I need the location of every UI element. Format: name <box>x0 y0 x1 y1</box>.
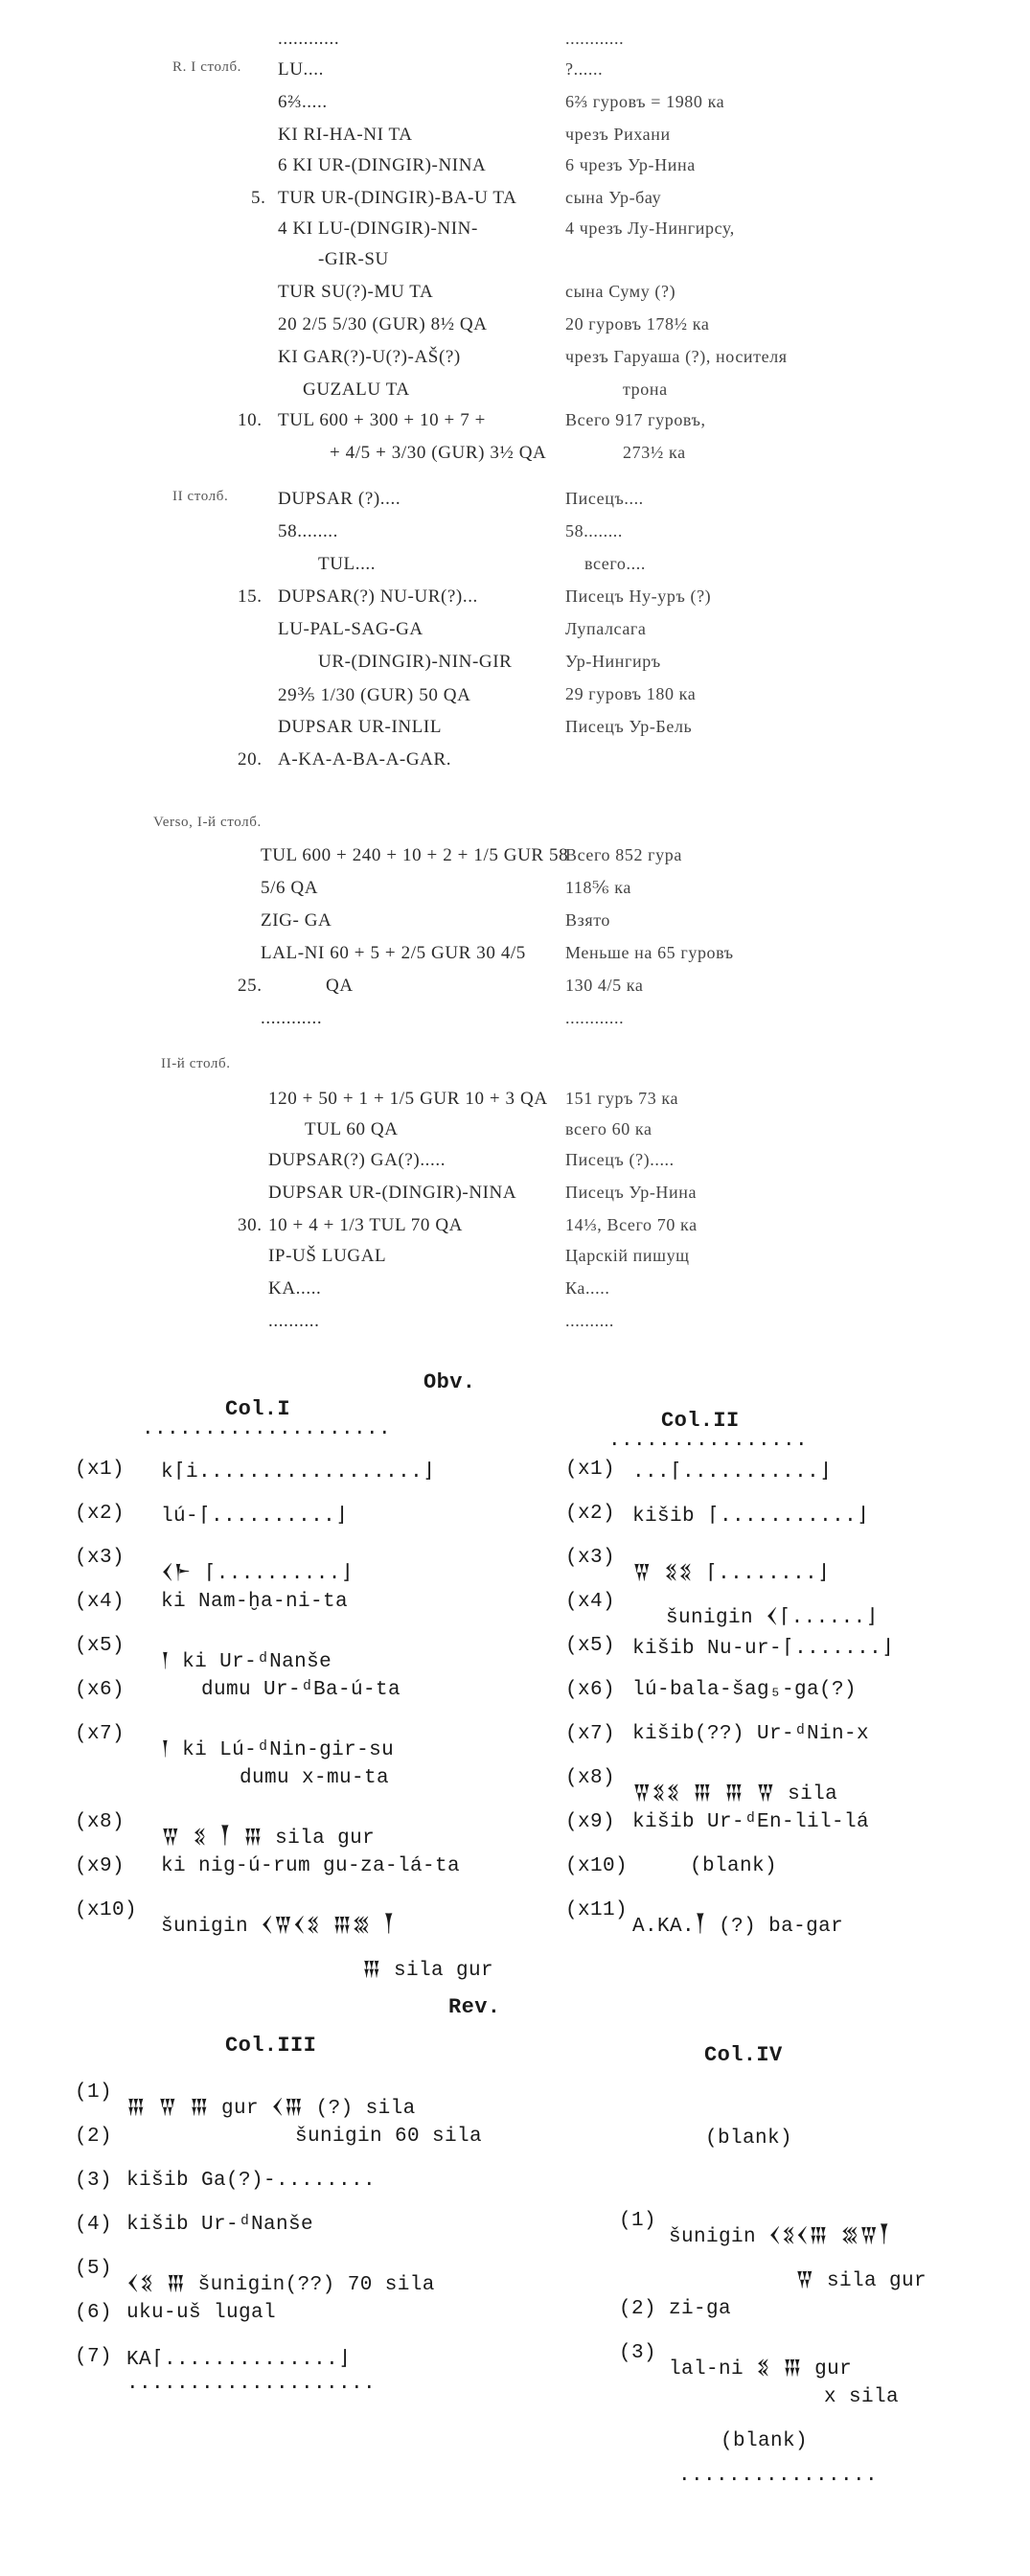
transliteration-line: 𒁹 ki Ur-ᵈNanše <box>161 1651 332 1673</box>
transliteration-line: šunigin 𒌋𒐊𒌋𒐏 𒐋𒐑 𒐕 <box>161 1916 395 1938</box>
sumerian-line: 6⅔..... <box>278 92 328 112</box>
sumerian-line: ZIG- GA <box>261 910 332 931</box>
russian-line: трона <box>623 380 668 399</box>
sumerian-line: GUZALU TA <box>303 380 410 400</box>
blank-marker: (blank) <box>721 2430 809 2452</box>
dotted-rule: .................... <box>142 1418 392 1440</box>
line-label: (3) <box>619 2342 657 2364</box>
transliteration-line: KA⌈..............⌋ <box>126 2349 352 2371</box>
sumerian-line: .......... <box>268 1311 320 1331</box>
russian-line: 130 4/5 ка <box>565 976 644 995</box>
russian-line: сына Ур-бау <box>565 188 662 207</box>
obverse-heading: Obv. <box>423 1370 476 1394</box>
transliteration-line: šunigin 60 sila <box>295 2126 483 2148</box>
line-label: (x9) <box>565 1811 616 1833</box>
line-label: (x8) <box>75 1811 126 1833</box>
sumerian-line: TUL 600 + 240 + 10 + 2 + 1/5 GUR 58 <box>261 845 569 865</box>
transliteration-line: dumu x-mu-ta <box>240 1767 390 1789</box>
russian-line: 4 чрезъ Лу-Нингирсу, <box>565 218 735 238</box>
line-label: (x4) <box>565 1591 616 1613</box>
sumerian-line: ............ <box>278 29 340 49</box>
transliteration-line: k⌈i..................⌋ <box>161 1461 436 1484</box>
line-label: (2) <box>619 2298 657 2320</box>
russian-line: 6⅔ гуровъ = 1980 ка <box>565 92 725 111</box>
transliteration-line: kišib Ur-ᵈEn-lil-lá <box>632 1811 870 1833</box>
transliteration-line: uku-uš lugal <box>126 2302 277 2324</box>
line-label: (x7) <box>75 1723 126 1745</box>
line-label: (x5) <box>75 1635 126 1657</box>
transliteration-line: 𒐊 sila gur <box>795 2270 927 2292</box>
column-title: Col.II <box>661 1409 740 1433</box>
sumerian-line: A-KA-A-BA-A-GAR. <box>278 749 452 770</box>
transliteration-line: ki nig-ú-rum gu-za-lá-ta <box>161 1855 461 1877</box>
russian-line: сына Суму (?) <box>565 282 676 301</box>
sumerian-line: 120 + 50 + 1 + 1/5 GUR 10 + 3 QA <box>268 1089 548 1109</box>
column-label: II-й столб. <box>161 1056 231 1071</box>
transliteration-line: zi-ga <box>669 2298 732 2320</box>
russian-line: Всего 917 гуровъ, <box>565 410 706 429</box>
russian-line: 151 гуръ 73 ка <box>565 1089 679 1108</box>
line-label: (4) <box>75 2214 113 2236</box>
russian-line: всего.... <box>584 554 646 573</box>
sumerian-line: KI GAR(?)-U(?)-AŠ(?) <box>278 347 461 367</box>
line-number: 15. <box>238 586 263 607</box>
transliteration-line: šunigin 𒌋⌈......⌋ <box>666 1607 879 1629</box>
transliteration-line: (blank) <box>690 1855 778 1877</box>
russian-line: 118⅚ ка <box>565 878 631 897</box>
sumerian-line: DUPSAR UR-INLIL <box>278 717 443 737</box>
transliteration-line: 𒌋𒈨 ⌈..........⌋ <box>161 1563 354 1585</box>
transliteration-line: 𒐊𒐏𒐏 𒐋 𒐋 𒐊 sila <box>632 1783 838 1806</box>
column-title: Col.I <box>225 1397 291 1421</box>
line-label: (x1) <box>75 1459 126 1481</box>
dotted-rule: .................... <box>126 2373 377 2395</box>
russian-line: 14⅓, Всего 70 ка <box>565 1215 698 1234</box>
russian-line: Писецъ Ур-Бель <box>565 717 693 736</box>
line-label: (x3) <box>565 1547 616 1569</box>
line-label: (x4) <box>75 1591 126 1613</box>
transliteration-line: kišib Ur-ᵈNanše <box>126 2214 314 2236</box>
sumerian-line: LAL-NI 60 + 5 + 2/5 GUR 30 4/5 <box>261 943 526 963</box>
line-label: (x5) <box>565 1635 616 1657</box>
russian-line: Писецъ.... <box>565 489 644 508</box>
transliteration-line: dumu Ur-ᵈBa-ú-ta <box>201 1679 401 1701</box>
russian-line: Царскій пишущ <box>565 1246 690 1265</box>
sumerian-line: DUPSAR(?) GA(?)..... <box>268 1150 446 1170</box>
sumerian-line: 4 KI LU-(DINGIR)-NIN- <box>278 218 478 239</box>
line-label: (x7) <box>565 1723 616 1745</box>
russian-line: ............ <box>565 29 625 48</box>
line-label: (x6) <box>565 1679 616 1701</box>
russian-line: 29 гуровъ 180 ка <box>565 684 697 703</box>
column-label: R. I столб. <box>172 59 242 75</box>
russian-line: Писецъ Ур-Нина <box>565 1183 698 1202</box>
sumerian-line: 29⅗ 1/30 (GUR) 50 QA <box>278 685 471 705</box>
russian-line: 273½ ка <box>623 443 686 462</box>
line-label: (x6) <box>75 1679 126 1701</box>
sumerian-line: KA..... <box>268 1278 322 1299</box>
transliteration-line: lal-ni 𒐏 𒐋 gur <box>669 2358 853 2380</box>
russian-line: ............ <box>565 1008 625 1027</box>
russian-line: ?...... <box>565 59 604 79</box>
transliteration-line: kišib(??) Ur-ᵈNin-x <box>632 1723 870 1745</box>
line-number: 5. <box>251 188 266 208</box>
transliteration-line: šunigin 𒌋𒐏𒌋𒐋 𒐑𒐊𒐕 <box>669 2226 890 2248</box>
dotted-rule: ................ <box>678 2465 879 2487</box>
line-label: (3) <box>75 2170 113 2192</box>
sumerian-line: TUL 60 QA <box>305 1119 399 1139</box>
russian-line: Лупалсага <box>565 619 647 638</box>
sumerian-line: ............ <box>261 1008 323 1028</box>
sumerian-line: DUPSAR (?).... <box>278 489 401 509</box>
russian-line: Взято <box>565 910 611 930</box>
sumerian-line: -GIR-SU <box>318 249 389 269</box>
russian-line: .......... <box>565 1311 614 1330</box>
sumerian-line: 58........ <box>278 521 338 541</box>
line-label: (x3) <box>75 1547 126 1569</box>
column-title: Col.III <box>225 2034 317 2058</box>
line-label: (x10) <box>565 1855 629 1877</box>
sumerian-line: TUR UR-(DINGIR)-BA-U TA <box>278 188 517 208</box>
russian-line: всего 60 ка <box>565 1119 652 1138</box>
blank-marker: (blank) <box>705 2128 793 2150</box>
line-label: (6) <box>75 2302 113 2324</box>
russian-line: Меньше на 65 гуровъ <box>565 943 734 962</box>
sumerian-line: 6 KI UR-(DINGIR)-NINA <box>278 155 487 175</box>
line-label: (x8) <box>565 1767 616 1789</box>
line-label: (5) <box>75 2258 113 2280</box>
sumerian-line: DUPSAR(?) NU-UR(?)... <box>278 586 478 607</box>
transliteration-line: kišib ⌈...........⌋ <box>632 1506 870 1528</box>
sumerian-line: TUL.... <box>318 554 377 574</box>
sumerian-line: DUPSAR UR-(DINGIR)-NINA <box>268 1183 517 1203</box>
reverse-heading: Rev. <box>448 1995 501 2019</box>
transliteration-line: lú-bala-šag₅-ga(?) <box>632 1679 858 1701</box>
russian-line: Писецъ Ну-уръ (?) <box>565 586 712 606</box>
transliteration-line: 𒐋 𒐊 𒐋 gur 𒌋𒐋 (?) sila <box>126 2098 416 2120</box>
column-label: II столб. <box>172 489 229 504</box>
transliteration-line: lú-⌈..........⌋ <box>161 1506 349 1528</box>
line-label: (7) <box>75 2346 113 2368</box>
line-number: 25. <box>238 976 263 996</box>
column-title: Col.IV <box>704 2043 783 2067</box>
transliteration-line: ki Nam-ḫa-ni-ta <box>161 1591 349 1613</box>
line-label: (x1) <box>565 1459 616 1481</box>
line-label: (x2) <box>565 1503 616 1525</box>
russian-line: Всего 852 гура <box>565 845 682 864</box>
sumerian-line: IP-UŠ LUGAL <box>268 1246 387 1266</box>
transliteration-line: kišib Nu-ur-⌈.......⌋ <box>632 1638 895 1660</box>
line-label: (x2) <box>75 1503 126 1525</box>
sumerian-line: + 4/5 + 3/30 (GUR) 3½ QA <box>330 443 547 463</box>
sumerian-line: 5/6 QA <box>261 878 319 898</box>
transliteration-line: 𒌋𒐏 𒐋 šunigin(??) 70 sila <box>126 2274 435 2296</box>
sumerian-line: TUL 600 + 300 + 10 + 7 + <box>278 410 486 430</box>
transliteration-line: x sila <box>824 2386 900 2408</box>
line-label: (2) <box>75 2126 113 2148</box>
sumerian-line: 20 2/5 5/30 (GUR) 8½ QA <box>278 314 488 334</box>
line-label: (x9) <box>75 1855 126 1877</box>
russian-line: 58........ <box>565 521 623 540</box>
russian-line: чрезъ Рихани <box>565 125 671 144</box>
line-number: 30. <box>238 1215 263 1235</box>
russian-line: чрезъ Гаруаша (?), носителя <box>565 347 788 366</box>
transliteration-line: 𒐊 𒐏𒐏 ⌈........⌋ <box>632 1563 831 1585</box>
sumerian-line: KI RI-HA-NI TA <box>278 125 413 145</box>
transliteration-line: 𒁹 ki Lú-ᵈNin-gir-su <box>161 1739 395 1761</box>
russian-line: 20 гуровъ 178½ ка <box>565 314 710 334</box>
russian-line: Ка..... <box>565 1278 610 1298</box>
russian-line: Ур-Нингиръ <box>565 652 661 671</box>
sumerian-line: LU-PAL-SAG-GA <box>278 619 423 639</box>
line-label: (x10) <box>75 1899 138 1921</box>
line-label: (1) <box>75 2082 113 2104</box>
line-number: 10. <box>238 410 263 430</box>
sumerian-line: LU.... <box>278 59 324 80</box>
sumerian-line: TUR SU(?)-MU TA <box>278 282 434 302</box>
dotted-rule: ................ <box>608 1430 809 1452</box>
transliteration-line: 𒐊 𒐏 𒐕 𒐋 sila gur <box>161 1828 376 1850</box>
transliteration-line: ...⌈...........⌋ <box>632 1461 833 1484</box>
transliteration-line: kišib Ga(?)-........ <box>126 2170 377 2192</box>
line-label: (x11) <box>565 1899 629 1921</box>
column-label: Verso, I-й столб. <box>153 815 262 830</box>
transliteration-line: 𒐋 sila gur <box>362 1960 494 1982</box>
russian-line: Писецъ (?)..... <box>565 1150 675 1169</box>
transliteration-line: A.KA.𒐕 (?) ba-gar <box>632 1916 844 1938</box>
sumerian-line: QA <box>326 976 354 996</box>
sumerian-line: 10 + 4 + 1/3 TUL 70 QA <box>268 1215 463 1235</box>
line-label: (1) <box>619 2210 657 2232</box>
sumerian-line: UR-(DINGIR)-NIN-GIR <box>318 652 513 672</box>
russian-line: 6 чрезъ Ур-Нина <box>565 155 696 174</box>
line-number: 20. <box>238 749 263 770</box>
